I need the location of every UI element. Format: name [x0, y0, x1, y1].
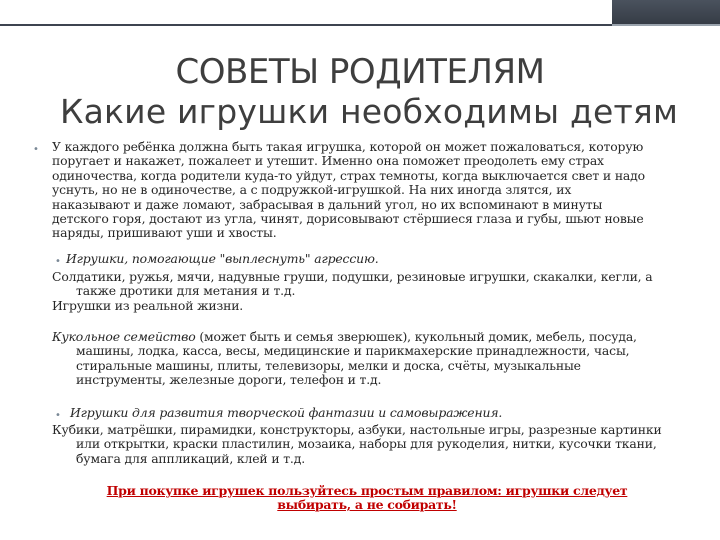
creative-toys-heading: Игрушки для развития творческой фантазии и самовыражения.: [70, 405, 503, 420]
text-line: Солдатики, ружья, мячи, надувные груши, подушки, резиновые игрушки, скакалки, кегли, а: [52, 269, 653, 284]
text-line: У каждого ребёнка должна быть такая игрушка, которой он может пожаловаться, которую: [52, 139, 644, 154]
bullet-icon: •: [55, 410, 61, 421]
text-line: (может быть и семья зверюшек), кукольный домик, мебель, посуда,: [195, 329, 637, 344]
text-line: детского горя, достают из угла, чинят, дорисовывают стёршиеся глаза и губы, шьют новые: [52, 211, 644, 227]
paragraph-real-life-toys: [52, 330, 637, 388]
slide-subtitle: Какие игрушки необходимы детям: [60, 92, 679, 131]
text-line: инструменты, железные дороги, телефон и т.д.: [76, 372, 382, 388]
text-line: наряды, пришивают уши и хвосты.: [52, 225, 277, 241]
text-line: Игрушки из реальной жизни.: [52, 297, 244, 313]
text-line: уснуть, но не в одиночестве, а с подружкой-игрушкой. На них иногда злятся, их: [52, 182, 572, 198]
text-line: стиральные машины, плиты, телевизоры, мелки и доска, счёты, музыкальные: [76, 357, 581, 373]
text-line: наказывают и даже ломают, забрасывая в дальний угол, но их вспоминают в минуты: [52, 196, 603, 212]
corner-block: [612, 0, 720, 26]
slide-title: СОВЕТЫ РОДИТЕЛЯМ: [175, 52, 545, 92]
doll-family-label: Кукольное семейство: [52, 329, 196, 344]
text-line: машины, лодка, касса, весы, медицинские и парикмахерские принадлежности, часы,: [76, 343, 630, 359]
aggression-toys-heading: Игрушки, помогающие "выплеснуть" агрессию.: [66, 251, 379, 266]
paragraph-creative-toys: [52, 423, 662, 466]
bullet-icon: •: [55, 256, 61, 267]
text-line: поругает и накажет, пожалеет и утешит. Именно она поможет преодолеть ему страх: [52, 153, 604, 169]
bullet-icon: •: [33, 144, 39, 155]
paragraph-aggression-toys: [52, 270, 653, 313]
top-decor-bar: [0, 0, 720, 26]
text-line: Кубики, матрёшки, пирамидки, конструкторы, азбуки, настольные игры, разрезные картинки: [52, 422, 662, 437]
text-line: также дротики для метания и т.д.: [76, 283, 296, 299]
advice-rule: При покупке игрушек пользуйтесь простым правилом: игрушки следует выбирать, а не собирать!: [106, 483, 628, 512]
text-line: одиночества, когда родители куда-то уйдут, страх темноты, когда выключается свет и надо: [52, 167, 645, 183]
text-line: или открытки, краски пластилин, мозаика, наборы для рукоделия, нитки, кусочки ткани,: [76, 436, 657, 452]
paragraph-comfort-toy: [52, 140, 645, 241]
top-rule: [0, 24, 612, 26]
text-line: бумага для аппликаций, клей и т.д.: [76, 450, 305, 466]
